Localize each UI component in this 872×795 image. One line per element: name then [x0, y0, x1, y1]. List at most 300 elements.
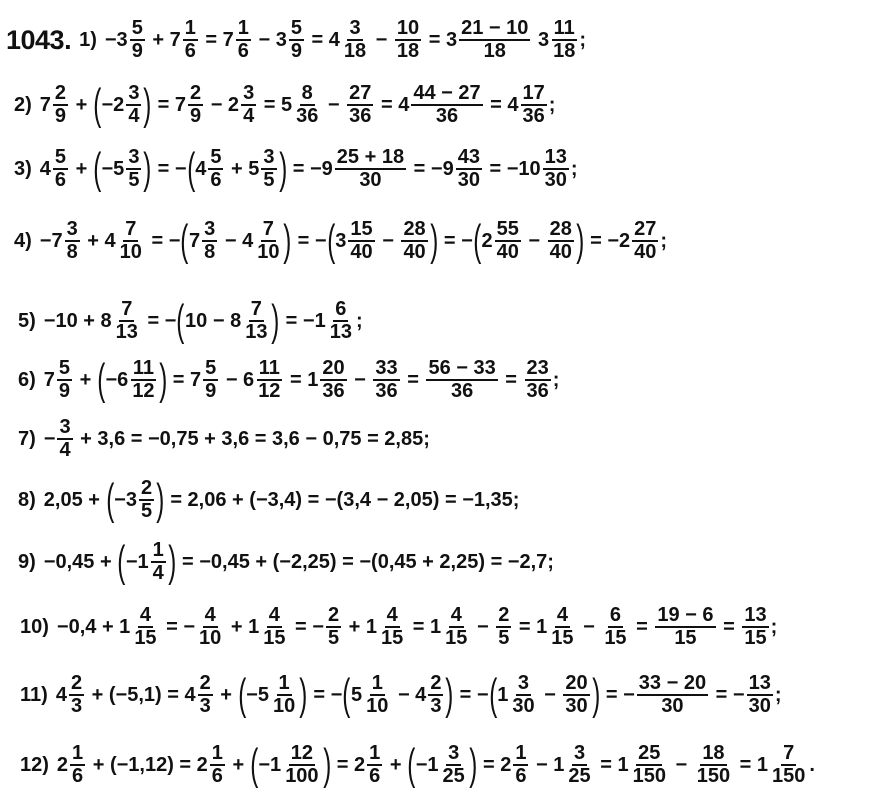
item-label: 9)	[18, 550, 36, 573]
fraction-numerator: 27	[349, 82, 372, 104]
fraction-numerator: 2	[498, 604, 510, 626]
math-text: 3	[335, 229, 347, 252]
fraction	[126, 83, 141, 127]
fraction	[637, 673, 708, 717]
fraction-numerator: 5	[131, 17, 143, 39]
fraction-numerator: 2	[430, 672, 442, 694]
fraction-denominator: 4	[243, 105, 255, 127]
parenthesis: )	[158, 355, 167, 404]
fraction-numerator: 1	[369, 742, 381, 764]
fraction	[367, 743, 382, 787]
fraction	[183, 18, 198, 62]
fraction	[335, 147, 406, 191]
fraction-denominator: 40	[549, 241, 572, 263]
fraction-denominator: 9	[54, 105, 67, 127]
fraction	[631, 743, 668, 787]
fraction-denominator: 4	[59, 439, 71, 461]
solution-line	[14, 211, 667, 271]
math-text: =	[717, 615, 741, 638]
fraction	[139, 478, 154, 522]
math-text: 10 − 8	[185, 309, 242, 332]
math-text: = −	[145, 229, 181, 252]
math-text: 7	[43, 368, 55, 391]
fraction-denominator: 6	[210, 169, 222, 191]
math-text: 3	[532, 28, 550, 51]
math-expression	[20, 597, 777, 657]
solution-line	[20, 665, 782, 725]
fraction-denominator: 5	[263, 169, 275, 191]
fraction-numerator: 4	[268, 604, 280, 626]
fraction-numerator: 3	[517, 672, 530, 694]
math-expression	[18, 409, 430, 469]
fraction-denominator: 18	[396, 40, 420, 62]
fraction-numerator: 5	[210, 146, 222, 168]
fraction	[770, 743, 807, 787]
parenthesis: (	[105, 475, 114, 524]
fraction	[428, 673, 443, 717]
fraction	[198, 673, 213, 717]
fraction	[255, 219, 281, 263]
fraction	[521, 83, 547, 127]
math-text: .	[809, 753, 815, 776]
math-text: − 4	[392, 683, 427, 706]
fraction	[525, 358, 551, 402]
fraction-denominator: 40	[350, 241, 373, 263]
fraction	[132, 605, 158, 649]
math-text: +	[70, 93, 93, 116]
fraction-numerator: 43	[457, 146, 480, 168]
math-text: = 1	[594, 753, 629, 776]
fraction-denominator: 30	[748, 695, 771, 717]
math-text: = −1	[280, 309, 326, 332]
fraction-denominator: 8	[66, 241, 78, 263]
item-label: 3)	[14, 157, 32, 180]
math-text: = 7	[167, 368, 202, 391]
parenthesis: (	[93, 144, 102, 193]
fraction-numerator: 28	[549, 218, 572, 240]
fraction-denominator: 5	[498, 627, 510, 649]
fraction	[289, 18, 304, 62]
fraction-numerator: 7	[262, 218, 274, 240]
fraction-denominator: 36	[322, 380, 345, 402]
parenthesis: )	[143, 144, 152, 193]
fraction-numerator: 4	[139, 604, 151, 626]
fraction-numerator: 11	[132, 357, 155, 379]
fraction-denominator: 8	[204, 241, 216, 263]
math-text: 7	[39, 93, 51, 116]
fraction-denominator: 9	[131, 40, 143, 62]
math-text: = 2,06 + (−3,4) = −(3,4 − 2,05) = −1,35;	[164, 488, 520, 511]
fraction	[188, 83, 203, 127]
math-text: −5	[246, 683, 269, 706]
solution-line	[18, 409, 430, 469]
math-expression	[18, 532, 554, 592]
fraction-numerator: 55	[496, 218, 519, 240]
math-text: = 2	[477, 753, 512, 776]
fraction	[261, 605, 287, 649]
math-text: − 2	[205, 93, 240, 116]
math-expression	[18, 291, 363, 351]
fraction	[395, 18, 421, 62]
fraction-denominator: 12	[132, 380, 155, 402]
math-text: −	[522, 229, 546, 252]
fraction	[328, 299, 354, 343]
fraction-denominator: 15	[445, 627, 468, 649]
math-text: −3	[104, 28, 128, 51]
fraction-numerator: 7	[250, 298, 262, 320]
math-text: = −9	[408, 157, 454, 180]
fraction	[53, 147, 68, 191]
fraction-denominator: 18	[343, 40, 367, 62]
fraction	[130, 18, 145, 62]
fraction-numerator: 4	[556, 604, 568, 626]
math-expression	[20, 665, 782, 725]
math-text: ;	[660, 229, 668, 252]
fraction-numerator: 5	[205, 357, 217, 379]
item-label: 12)	[20, 753, 49, 776]
item-label: 10)	[20, 615, 49, 638]
fraction-numerator: 5	[54, 146, 67, 168]
fraction-denominator: 5	[128, 169, 140, 191]
fraction	[347, 83, 373, 127]
fraction-denominator: 36	[375, 380, 398, 402]
fraction	[549, 605, 575, 649]
fraction	[294, 83, 320, 127]
math-text: 4	[195, 157, 207, 180]
fraction-denominator: 15	[744, 627, 767, 649]
math-text: −0,45 +	[43, 550, 118, 573]
fraction-denominator: 3	[199, 695, 211, 717]
math-text: = 4	[484, 93, 519, 116]
fraction-numerator: 1	[211, 742, 223, 764]
fraction	[551, 18, 577, 62]
math-text: = −	[160, 615, 196, 638]
fraction-denominator: 36	[522, 105, 545, 127]
parenthesis: )	[278, 144, 287, 193]
item-label: 5)	[18, 309, 36, 332]
fraction-denominator: 10	[272, 695, 296, 717]
math-text: −6	[105, 368, 129, 391]
fraction	[456, 147, 482, 191]
math-text: = −	[307, 683, 343, 706]
solution-line	[18, 350, 559, 410]
fraction	[320, 358, 346, 402]
solution-line	[18, 291, 363, 351]
fraction-numerator: 13	[744, 604, 767, 626]
fraction	[114, 299, 140, 343]
math-text: + 4	[81, 229, 116, 252]
math-text: −5	[101, 157, 125, 180]
math-text: = −	[438, 229, 473, 252]
fraction-numerator: 44 − 27	[413, 82, 481, 104]
fraction	[69, 673, 84, 717]
math-text: + 7	[146, 28, 181, 51]
fraction	[271, 673, 297, 717]
fraction-numerator: 2	[54, 82, 67, 104]
solution-line	[20, 735, 815, 795]
fraction-numerator: 25 + 18	[336, 146, 405, 168]
fraction-denominator: 13	[329, 321, 352, 343]
fraction	[197, 605, 223, 649]
fraction-numerator: 2	[140, 477, 153, 499]
fraction	[151, 540, 166, 584]
fraction	[495, 219, 521, 263]
math-text: +	[226, 753, 250, 776]
fraction	[510, 673, 536, 717]
fraction-numerator: 2	[199, 672, 211, 694]
fraction-numerator: 17	[522, 82, 545, 104]
math-text: −	[376, 229, 400, 252]
math-text: −2	[101, 93, 125, 116]
math-text: − 6	[220, 368, 255, 391]
fraction	[202, 219, 217, 263]
parenthesis: )	[143, 80, 152, 129]
fraction-denominator: 15	[551, 627, 574, 649]
fraction	[261, 147, 276, 191]
math-text: + (−1,12) = 2	[87, 753, 208, 776]
fraction-denominator: 15	[604, 627, 627, 649]
fraction	[459, 18, 530, 62]
fraction-numerator: 1	[237, 17, 249, 39]
parenthesis: )	[322, 740, 331, 789]
parenthesis: (	[488, 670, 497, 719]
math-text: ;	[579, 28, 586, 51]
fraction-denominator: 10	[366, 695, 389, 717]
math-text: −	[669, 753, 693, 776]
fraction	[426, 358, 497, 402]
fraction	[236, 18, 251, 62]
fraction	[496, 605, 511, 649]
fraction-denominator: 9	[205, 380, 217, 402]
math-text: ;	[774, 683, 782, 706]
math-text: = 1	[407, 615, 442, 638]
fraction-numerator: 18	[702, 742, 725, 764]
parenthesis: (	[342, 670, 351, 719]
fraction-denominator: 150	[772, 765, 806, 787]
math-text: = −	[292, 229, 327, 252]
fraction-denominator: 6	[369, 765, 381, 787]
fraction-numerator: 19 − 6	[657, 604, 714, 626]
fraction-numerator: 15	[350, 218, 373, 240]
fraction	[742, 605, 768, 649]
math-text: ;	[570, 157, 578, 180]
fraction-numerator: 3	[243, 82, 255, 104]
fraction-denominator: 30	[512, 695, 535, 717]
fraction-numerator: 2	[70, 672, 83, 694]
fraction-denominator: 36	[349, 105, 372, 127]
math-text: + 1	[343, 615, 377, 638]
math-expression	[14, 75, 555, 135]
fraction	[379, 605, 405, 649]
fraction-numerator: 21 − 10	[461, 17, 529, 39]
fraction-denominator: 5	[140, 500, 153, 522]
math-text: =	[630, 615, 654, 638]
math-text: + (−5,1) = 4	[86, 683, 196, 706]
math-text: 4	[39, 157, 51, 180]
math-text: ;	[548, 93, 556, 116]
fraction-numerator: 13	[544, 146, 567, 168]
math-text: = −	[289, 615, 324, 638]
fraction	[256, 358, 282, 402]
fraction-denominator: 18	[553, 40, 576, 62]
fraction-numerator: 1	[72, 742, 84, 764]
fraction-numerator: 23	[526, 357, 549, 379]
fraction-denominator: 6	[54, 169, 67, 191]
fraction-denominator: 15	[674, 627, 697, 649]
math-text: +	[70, 157, 93, 180]
fraction-denominator: 9	[190, 105, 202, 127]
math-text: −	[370, 28, 393, 51]
math-text: + 5	[225, 157, 260, 180]
fraction-numerator: 7	[125, 218, 137, 240]
fraction-numerator: 3	[128, 146, 140, 168]
fraction-numerator: 6	[335, 298, 347, 320]
math-text: −1	[258, 753, 282, 776]
fraction-denominator: 6	[184, 40, 196, 62]
fraction-numerator: 1	[515, 742, 527, 764]
fraction-denominator: 6	[72, 765, 84, 787]
parenthesis: (	[117, 537, 126, 586]
fraction-denominator: 30	[457, 169, 480, 191]
fraction-numerator: 20	[565, 672, 588, 694]
fraction-numerator: 3	[66, 218, 78, 240]
solution-line	[18, 470, 519, 530]
fraction	[441, 743, 467, 787]
fraction	[443, 605, 469, 649]
fraction-numerator: 33	[375, 357, 398, 379]
item-label: 8)	[18, 488, 36, 511]
item-label: 4)	[14, 229, 32, 252]
math-text: 5	[351, 683, 363, 706]
fraction	[695, 743, 732, 787]
parenthesis: )	[576, 216, 585, 265]
parenthesis: (	[186, 144, 195, 193]
math-text: = 1	[513, 615, 548, 638]
fraction	[57, 417, 72, 461]
parenthesis: )	[271, 296, 280, 345]
fraction	[65, 219, 80, 263]
fraction-denominator: 10	[199, 627, 222, 649]
math-text: 2,05 +	[43, 488, 106, 511]
math-text: −	[538, 683, 562, 706]
fraction	[563, 673, 589, 717]
fraction	[348, 219, 374, 263]
fraction	[326, 605, 341, 649]
math-text: +	[214, 683, 238, 706]
fraction	[118, 219, 144, 263]
math-expression	[14, 211, 667, 271]
fraction-denominator: 15	[381, 627, 404, 649]
math-text: = 2	[331, 753, 366, 776]
fraction-numerator: 4	[386, 604, 398, 626]
fraction-numerator: 56 − 33	[428, 357, 496, 379]
fraction	[70, 743, 85, 787]
math-text: 2	[56, 753, 69, 776]
item-label: 6)	[18, 368, 36, 391]
math-text: −1	[125, 550, 149, 573]
fraction-numerator: 3	[448, 742, 460, 764]
fraction-numerator: 2	[190, 82, 202, 104]
math-text: ;	[355, 309, 363, 332]
math-text: + 3,6 = −0,75 + 3,6 = 3,6 − 0,75 = 2,85;	[74, 427, 430, 450]
fraction	[243, 299, 269, 343]
parenthesis: )	[445, 670, 454, 719]
math-text: = 1	[734, 753, 769, 776]
fraction	[747, 673, 773, 717]
fraction-denominator: 5	[327, 627, 340, 649]
fraction-denominator: 3	[430, 695, 442, 717]
fraction-denominator: 150	[696, 765, 731, 787]
math-text: − 1	[530, 753, 565, 776]
fraction-numerator: 11	[258, 357, 280, 379]
fraction-numerator: 3	[128, 82, 140, 104]
math-expression	[14, 139, 578, 199]
fraction-numerator: 1	[184, 17, 196, 39]
fraction-denominator: 30	[544, 169, 567, 191]
math-text: + 1	[225, 615, 260, 638]
fraction-denominator: 36	[526, 380, 549, 402]
solution-line	[6, 10, 586, 70]
math-text: = −	[152, 157, 187, 180]
math-text: = −	[710, 683, 745, 706]
fraction-denominator: 12	[258, 380, 281, 402]
fraction-denominator: 25	[568, 765, 591, 787]
fraction-numerator: 7	[783, 742, 795, 764]
fraction	[210, 743, 225, 787]
math-text: −7	[39, 229, 63, 252]
fraction-denominator: 13	[245, 321, 268, 343]
math-text: =	[401, 368, 425, 391]
parenthesis: (	[250, 740, 259, 789]
fraction-numerator: 3	[204, 218, 216, 240]
fraction-numerator: 3	[349, 17, 361, 39]
math-text: 7	[189, 229, 201, 252]
fraction-denominator: 6	[237, 40, 249, 62]
math-text: = 3	[423, 28, 458, 51]
fraction-denominator: 36	[435, 105, 459, 127]
item-label: 2)	[14, 93, 32, 116]
fraction	[208, 147, 223, 191]
fraction-numerator: 13	[748, 672, 771, 694]
math-text: 1	[497, 683, 509, 706]
fraction	[283, 743, 320, 787]
fraction	[373, 358, 399, 402]
parenthesis: (	[176, 296, 185, 345]
fraction	[342, 18, 368, 62]
fraction-denominator: 30	[565, 695, 588, 717]
fraction-denominator: 10	[119, 241, 142, 263]
math-text: =	[499, 368, 523, 391]
fraction-numerator: 27	[634, 218, 657, 240]
solution-line	[14, 75, 555, 135]
math-text: −1	[415, 753, 439, 776]
parenthesis: (	[326, 216, 335, 265]
math-text: −	[577, 615, 601, 638]
fraction-numerator: 33 − 20	[638, 672, 707, 694]
math-text: = 5	[258, 93, 293, 116]
fraction-numerator: 10	[396, 17, 420, 39]
math-text: −	[471, 615, 495, 638]
fraction-numerator: 4	[450, 604, 462, 626]
math-text: = −10	[483, 157, 541, 180]
fraction-denominator: 36	[296, 105, 319, 127]
fraction	[602, 605, 628, 649]
parenthesis: )	[156, 475, 165, 524]
fraction-denominator: 9	[290, 40, 302, 62]
fraction-denominator: 40	[403, 241, 426, 263]
fraction	[548, 219, 574, 263]
math-text: = −2	[584, 229, 631, 252]
